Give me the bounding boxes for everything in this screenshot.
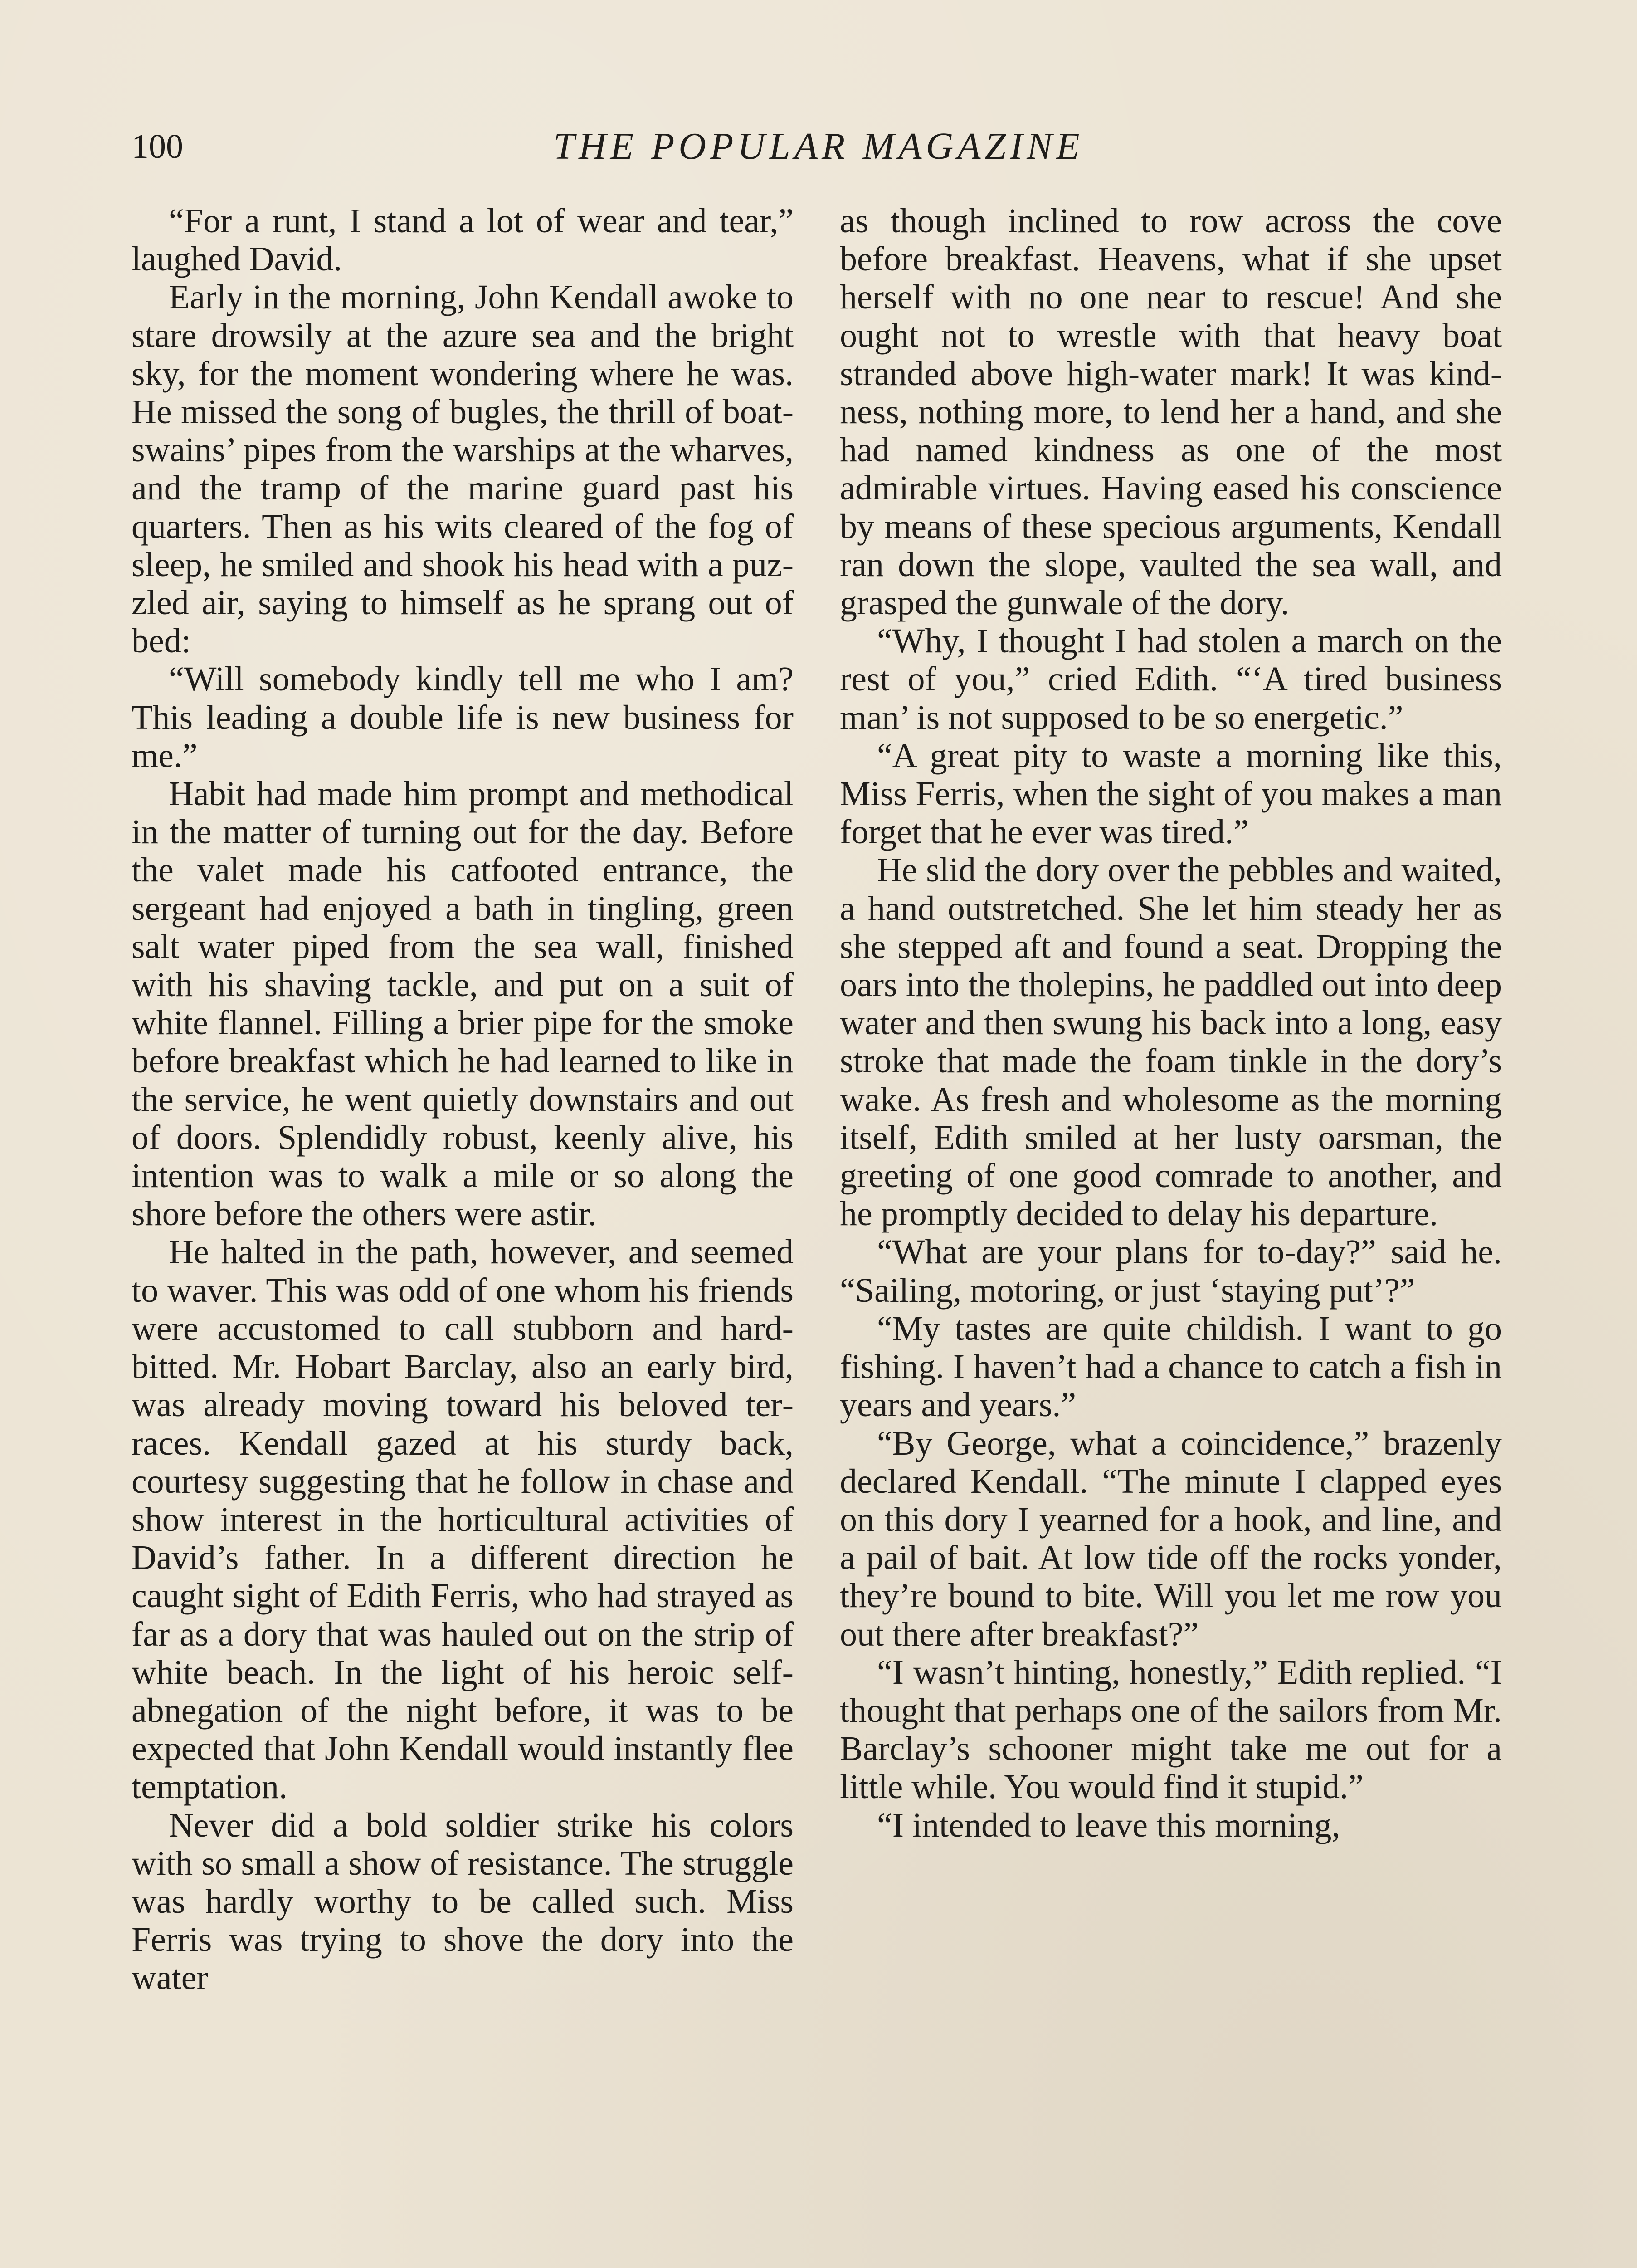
paragraph: He halted in the path, however, and seemed to waver. This was odd of one whom his friends were accustomed to call stubborn and hard-bitted. Mr. Hobart Barclay, also an early bird, was already moving toward his beloved terraces. Kendall gazed at his sturdy back, courtesy suggesting that he follow in chase and show interest in the horticultural activities of David’s father. In a different direction he caught sight of Edith Ferris, who had strayed as far as a dory that was hauled out on the strip of white beach. In the light of his heroic self-abnegation of the night before, it was to be expected that John Kendall would instantly flee temptation. <box>132 1233 794 1806</box>
paragraph: “Will somebody kindly tell me who I am? This leading a double life is new business for me.” <box>132 660 794 775</box>
paragraph: “A great pity to waste a morning like this, Miss Ferris, when the sight of you makes a man forget that he ever was tired.” <box>840 736 1502 851</box>
paragraph: Habit had made him prompt and methodical in the matter of turning out for the day. Before the valet made his catfooted entrance, the sergeant had enjoyed a bath in tingling, green salt water piped from the sea wall, finished with his shaving tackle, and put on a suit of white flannel. Filling a brier pipe for the smoke before breakfast which he had learned to like in the service, he went quietly downstairs and out of doors. Splendidly robust, keenly alive, his intention was to walk a mile or so along the shore before the others were astir. <box>132 775 794 1233</box>
paragraph: “I wasn’t hinting, honestly,” Edith replied. “I thought that perhaps one of the sailors from Mr. Barclay’s schooner might take me out for a little while. You would find it stupid.” <box>840 1653 1502 1806</box>
left-column <box>132 202 794 1997</box>
running-head: THE POPULAR MAGAZINE <box>553 125 1084 167</box>
paragraph: “What are your plans for to-day?” said he. “Sailing, motoring, or just ‘staying put’?” <box>840 1233 1502 1310</box>
paragraph: Never did a bold soldier strike his colors with so small a show of resistance. The struggle was hardly worthy to be called such. Miss Ferris was trying to shove the dory into the water <box>132 1806 794 1997</box>
paragraph: He slid the dory over the pebbles and waited, a hand outstretched. She let him steady her as she stepped aft and found a seat. Dropping the oars into the tholepins, he paddled out into deep water and then swung his back into a long, easy stroke that made the foam tinkle in the dory’s wake. As fresh and wholesome as the morning itself, Edith smiled at her lusty oarsman, the greeting of one good comrade to another, and he promptly decided to delay his departure. <box>840 851 1502 1233</box>
paragraph: “My tastes are quite childish. I want to go fishing. I haven’t had a chance to catch a fish in years and years.” <box>840 1309 1502 1424</box>
right-column <box>840 202 1502 1844</box>
paragraph: “By George, what a coincidence,” brazenly declared Kendall. “The minute I clapped eyes on this dory I yearned for a hook, and line, and a pail of bait. At low tide off the rocks yonder, they’re bound to bite. Will you let me row you out there after breakfast?” <box>840 1424 1502 1653</box>
paragraph: Early in the morning, John Kendall awoke to stare drowsily at the azure sea and the bright sky, for the moment wondering where he was. He missed the song of bugles, the thrill of boatswains’ pipes from the warships at the wharves, and the tramp of the marine guard past his quarters. Then as his wits cleared of the fog of sleep, he smiled and shook his head with a puzzled air, saying to himself as he sprang out of bed: <box>132 278 794 660</box>
paragraph: “I intended to leave this morning, <box>877 1806 1340 1844</box>
page-number: 100 <box>132 127 183 166</box>
paragraph: “For a runt, I stand a lot of wear and tear,” laughed David. <box>132 202 794 279</box>
paragraph: “Why, I thought I had stolen a march on the rest of you,” cried Edith. “‘A tired business man’ is not supposed to be so energetic.” <box>840 622 1502 737</box>
page-header <box>132 122 1505 171</box>
paragraph-continuation: as though inclined to row across the cove before breakfast. Heavens, what if she upset herself with no one near to rescue! And she ought not to wrestle with that heavy boat stranded above high-water mark! It was kindness, nothing more, to lend her a hand, and she had named kindness as one of the most admirable virtues. Having eased his conscience by means of these specious arguments, Kendall ran down the slope, vaulted the sea wall, and grasped the gunwale of the dory. <box>840 202 1502 622</box>
